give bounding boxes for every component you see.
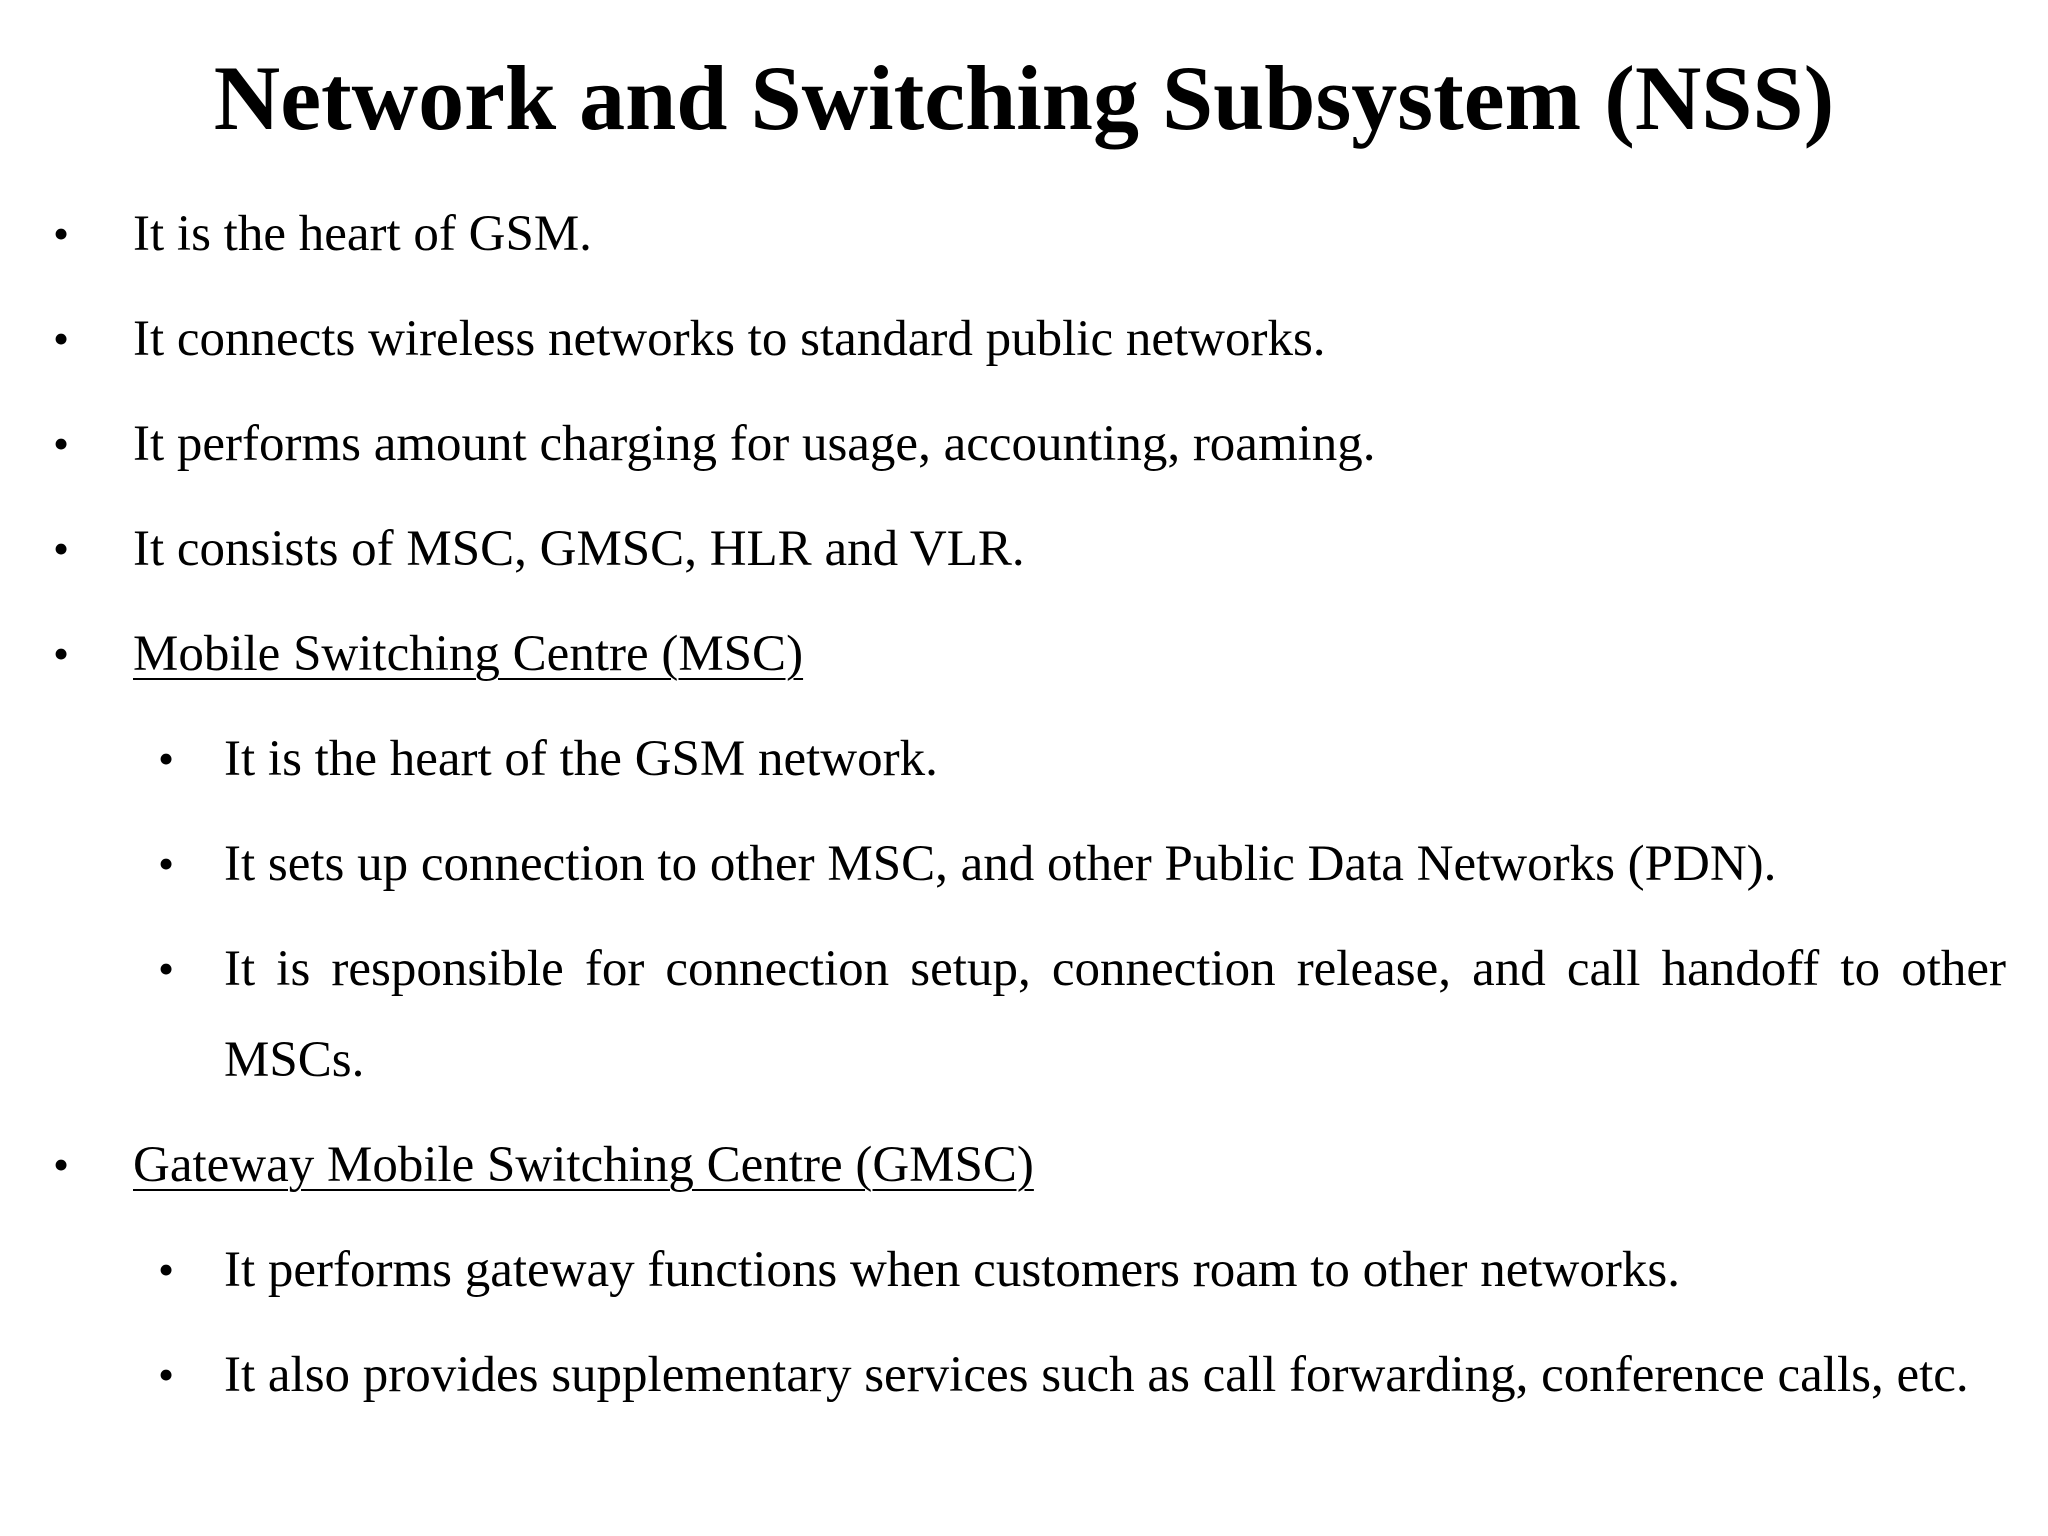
list-item: It connects wireless networks to standard public networks. [133, 311, 1326, 367]
list-item-continuation: MSCs. [224, 1032, 365, 1088]
list-item: It performs amount charging for usage, accounting, roaming. [133, 416, 1376, 472]
list-item: It also provides supplementary services such as call forwarding, conference calls, etc. [224, 1347, 1969, 1403]
bullet-icon: • [53, 523, 70, 574]
bullet-icon: • [158, 1244, 175, 1295]
bullet-icon: • [158, 733, 175, 784]
list-item: It is the heart of GSM. [133, 206, 592, 262]
bullet-icon: • [53, 208, 70, 259]
bullet-icon: • [158, 1349, 175, 1400]
bullet-icon: • [53, 313, 70, 364]
slide-title: Network and Switching Subsystem (NSS) [213, 47, 1835, 149]
bullet-icon: • [53, 418, 70, 469]
section-heading-gmsc: Gateway Mobile Switching Centre (GMSC) [133, 1137, 1034, 1193]
list-item: It is the heart of the GSM network. [224, 731, 938, 787]
list-item: It sets up connection to other MSC, and other Public Data Networks (PDN). [224, 836, 1777, 892]
bullet-icon: • [158, 943, 175, 994]
list-item: It consists of MSC, GMSC, HLR and VLR. [133, 521, 1025, 577]
list-item: It is responsible for connection setup, connection release, and call handoff to other [224, 941, 2006, 997]
section-heading-msc: Mobile Switching Centre (MSC) [133, 626, 804, 682]
list-item: It performs gateway functions when customers roam to other networks. [224, 1242, 1680, 1298]
bullet-icon: • [53, 628, 70, 679]
bullet-icon: • [158, 838, 175, 889]
bullet-icon: • [53, 1139, 70, 1190]
